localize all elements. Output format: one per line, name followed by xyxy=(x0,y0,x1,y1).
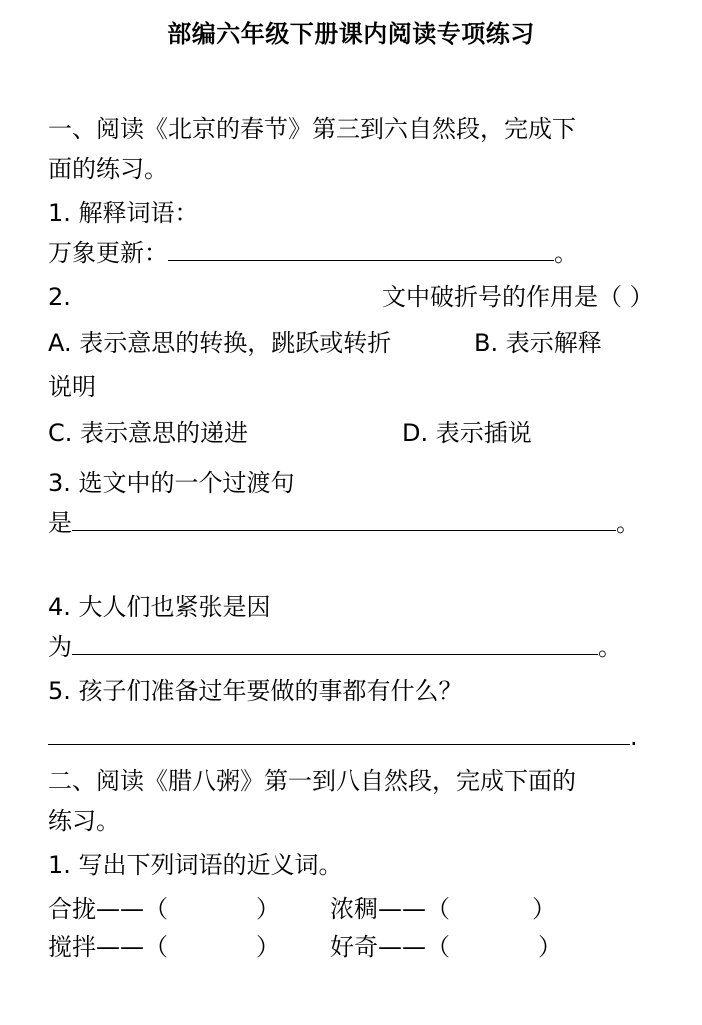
question2-option-d: D. 表示插说 xyxy=(402,419,532,447)
synonym-word: 搅拌——（ xyxy=(48,933,168,961)
question4-answer-blank[interactable] xyxy=(72,632,598,655)
synonym-item xyxy=(330,932,562,962)
question2-option-b: B. 表示解释 xyxy=(474,329,602,357)
section1-heading-line1: 一、阅读《北京的春节》第三到六自然段，完成下 xyxy=(48,115,576,143)
question5-answer-blank[interactable] xyxy=(48,722,630,745)
synonym-word: 好奇——（ xyxy=(330,933,450,961)
synonym-close-paren: ） xyxy=(256,895,280,923)
question4-text: 4. 大人们也紧张是因 xyxy=(48,593,271,621)
synonym-item xyxy=(48,894,280,924)
section1-heading-line2: 面的练习。 xyxy=(48,155,168,183)
question2-option-c: C. 表示意思的递进 xyxy=(48,419,249,447)
synonym-word: 合拢——（ xyxy=(48,895,168,923)
question3-prefix: 是 xyxy=(48,509,72,537)
question1-end-mark: 。 xyxy=(554,239,578,267)
question1-answer-blank[interactable] xyxy=(168,238,554,261)
question2-option-a: A. 表示意思的转换，跳跃或转折 xyxy=(48,329,392,357)
question3-answer-blank[interactable] xyxy=(72,508,616,531)
question1-label: 1. 解释词语： xyxy=(48,199,199,227)
section2-question1-label: 1. 写出下列词语的近义词。 xyxy=(48,851,343,879)
question3-text: 3. 选文中的一个过渡句 xyxy=(48,469,295,497)
question5-end-mark: . xyxy=(630,723,638,751)
synonym-close-paren: ） xyxy=(532,895,556,923)
section2-heading-line1: 二、阅读《腊八粥》第一到八自然段，完成下面的 xyxy=(48,767,576,795)
question3-end-mark: 。 xyxy=(616,509,640,537)
question2-option-b-continued: 说明 xyxy=(48,373,96,401)
question2-number: 2. xyxy=(48,283,71,311)
synonym-word: 浓稠——（ xyxy=(330,895,450,923)
question1-term: 万象更新： xyxy=(48,239,168,267)
synonym-item xyxy=(48,932,280,962)
question5-answer-row xyxy=(48,722,638,752)
question3-answer-row xyxy=(48,508,640,538)
synonym-close-paren: ） xyxy=(256,933,280,961)
question4-prefix: 为 xyxy=(48,633,72,661)
question2-text: 文中破折号的作用是（ ） xyxy=(382,283,654,311)
question1-answer-row xyxy=(48,238,578,268)
question4-end-mark: 。 xyxy=(598,633,622,661)
synonym-close-paren: ） xyxy=(538,933,562,961)
question4-answer-row xyxy=(48,632,622,662)
page-title: 部编六年级下册课内阅读专项练习 xyxy=(167,20,535,48)
section2-heading-line2: 练习。 xyxy=(48,807,120,835)
synonym-item xyxy=(330,894,556,924)
question5-text: 5. 孩子们准备过年要做的事都有什么？ xyxy=(48,677,463,705)
